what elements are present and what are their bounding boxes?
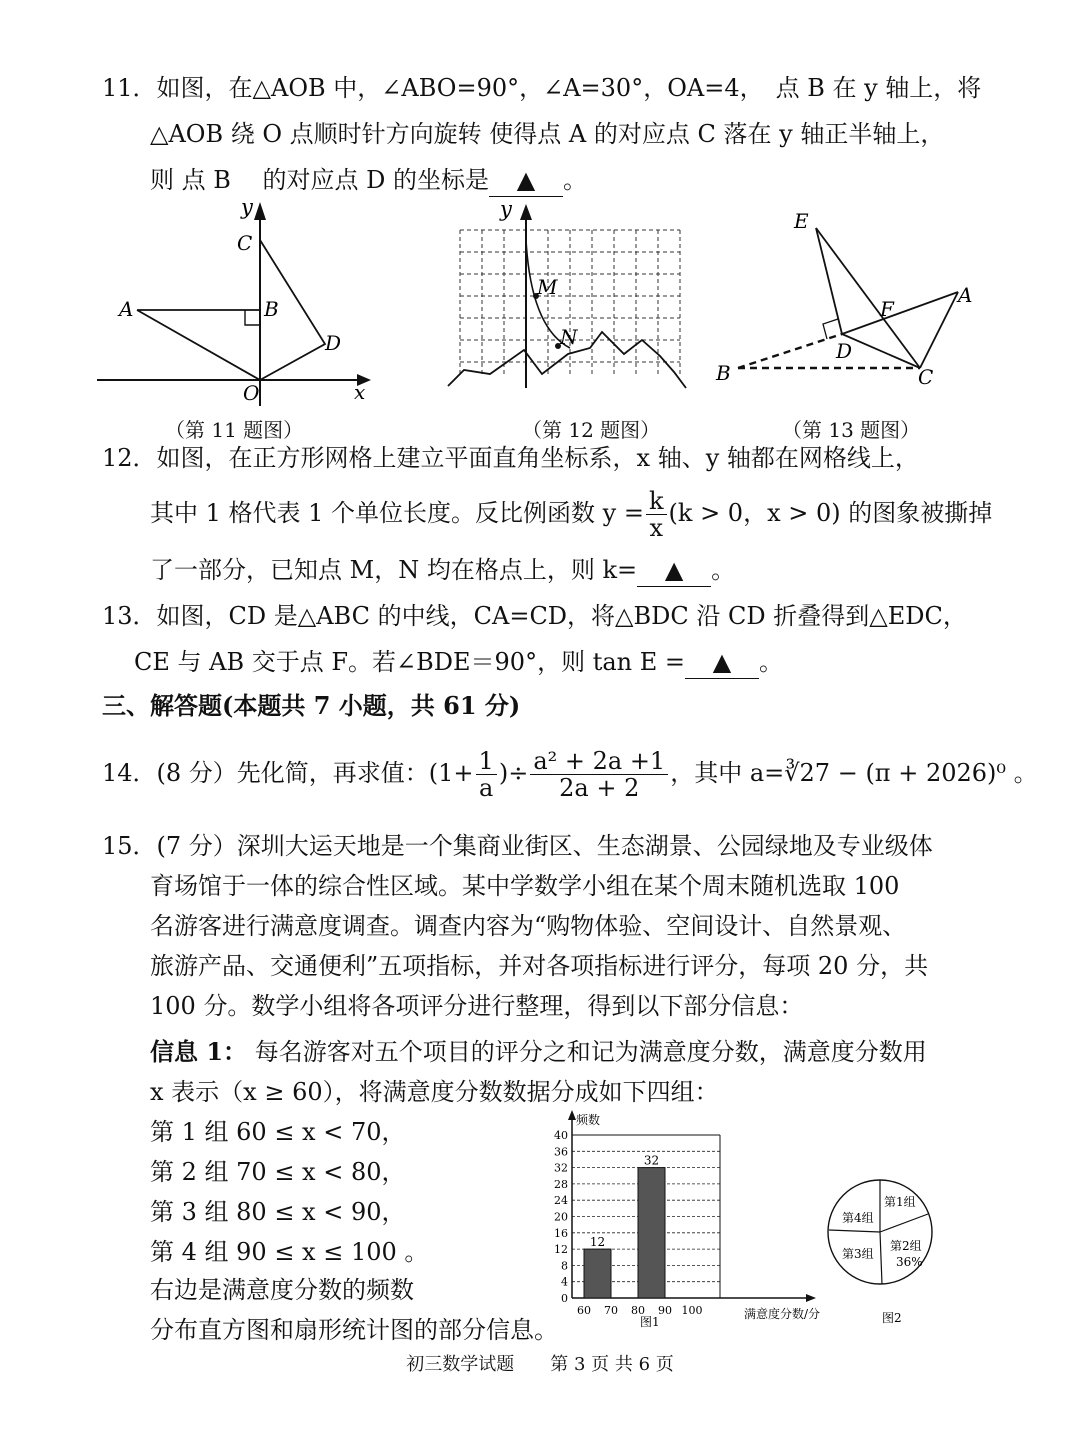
q12-frac-num: k	[646, 488, 667, 515]
hist-ytick-label: 24	[554, 1194, 568, 1208]
fig13-label-a: A	[958, 283, 973, 307]
q11-line3	[150, 164, 587, 197]
pie-caption: 图2	[882, 1311, 902, 1325]
q14-frac1-den: a	[479, 774, 494, 802]
q15-info2: x 表示（x ≥ 60），将满意度分数数据分成如下四组：	[150, 1078, 719, 1106]
fig11-label-o: O	[243, 381, 260, 405]
q14-frac1-num: 1	[476, 748, 497, 775]
q15-info1	[150, 1036, 927, 1068]
figure-13	[708, 198, 988, 408]
q13-answer-blank: ▲	[685, 646, 759, 679]
q14-line	[102, 744, 1038, 802]
q12-line2	[150, 486, 992, 541]
hist-bar	[584, 1249, 611, 1298]
q15-line3: 名游客进行满意度调查。调查内容为“购物体验、空间设计、自然景观、	[150, 912, 907, 940]
fig12-label-y: y	[500, 198, 512, 221]
q11-line3-end: 。	[563, 166, 588, 194]
q15-info1-text: 每名游客对五个项目的评分之和记为满意度分数，满意度分数用	[247, 1038, 927, 1066]
q14-frac2-den: 2a + 2	[559, 774, 640, 802]
figure-12	[442, 198, 692, 408]
hist-ytick-label: 40	[554, 1129, 568, 1142]
fig13-caption: （第 13 题图）	[782, 418, 921, 442]
q11-line1: 11．如图，在△AOB 中，∠ABO=90°，∠A=30°，OA=4， 点 B 在 y 轴上，将	[102, 74, 982, 102]
q11-answer-blank: ▲	[489, 164, 563, 197]
hist-ytick-label: 12	[554, 1243, 568, 1257]
fig11-label-d: D	[325, 331, 342, 355]
hist-caption: 图1	[640, 1315, 660, 1329]
fig11-label-y: y	[241, 198, 253, 219]
pie-slice-4-label: 第4组	[842, 1211, 874, 1225]
hist-bar-label: 12	[589, 1235, 606, 1250]
hist-bar-label: 32	[643, 1153, 660, 1168]
q15-line1: 15．(7 分）深圳大运天地是一个集商业街区、生态湖景、公园绿地及专业级体	[102, 832, 933, 860]
q14-fraction-2	[530, 748, 668, 801]
q12-frac-den: x	[649, 514, 664, 542]
pie-slice-2-pct: 36%	[896, 1255, 923, 1269]
fig12-label-n: N	[560, 325, 578, 349]
q12-line1: 12．如图，在正方形网格上建立平面直角坐标系，x 轴、y 轴都在网格线上，	[102, 444, 919, 472]
fig13-label-c: C	[918, 365, 934, 389]
fig13-label-d: D	[836, 339, 853, 363]
q14-frac2-num: a² + 2a +1	[530, 748, 668, 775]
q15-info-label: 信息 1：	[150, 1037, 248, 1066]
q11-line3-text: 则 点 B 的对应点 D 的坐标是	[150, 166, 490, 194]
pie-slice-2-label: 第2组	[890, 1239, 922, 1253]
hist-xtick-label: 90	[658, 1304, 672, 1317]
q12-line3-end: 。	[711, 556, 736, 584]
q14-text-mid: )÷	[498, 759, 529, 787]
fig11-label-x: x	[354, 380, 366, 404]
pie-slice-1-label: 第1组	[884, 1195, 916, 1209]
page-footer: 初三数学试题 第 3 页 共 6 页	[406, 1354, 674, 1375]
hist-ylabel: 频数	[576, 1113, 601, 1127]
hist-xtick-label: 70	[604, 1304, 618, 1317]
q14-text-pre: 14．(8 分）先化简，再求值：(1+	[102, 759, 474, 787]
fig13-label-e: E	[794, 209, 809, 233]
q15-line2: 育场馆于一体的综合性区域。某中学数学小组在某个周末随机选取 100	[150, 872, 900, 900]
q15-tail2: 分布直方图和扇形统计图的部分信息。	[150, 1316, 558, 1344]
q12-line2-end: (k > 0，x > 0) 的图象被撕掉	[668, 499, 993, 527]
q15-group3: 第 3 组 80 ≤ x < 90，	[150, 1198, 406, 1226]
hist-xtick-label: 100	[681, 1304, 703, 1317]
q15-group2: 第 2 组 70 ≤ x < 80，	[150, 1158, 406, 1186]
hist-ytick-label: 16	[554, 1226, 568, 1240]
section-3-heading: 三、解答题(本题共 7 小题，共 61 分)	[102, 691, 521, 720]
q13-line2-end: 。	[759, 648, 783, 676]
hist-xtick-label: 60	[577, 1304, 591, 1317]
q14-fraction-1	[476, 748, 497, 801]
q14-text-post: ，其中 a=∛27 − (π + 2026)⁰ 。	[670, 759, 1038, 787]
hist-ytick-label: 36	[554, 1145, 568, 1159]
q13-line2	[134, 646, 783, 679]
fig11-caption: （第 11 题图）	[165, 418, 304, 442]
fig11-label-a: A	[119, 297, 134, 321]
q12-line3-text: 了一部分，已知点 M，N 均在格点上，则 k=	[150, 556, 638, 584]
q15-tail1: 右边是满意度分数的频数	[150, 1276, 414, 1304]
pie-slice-3-label: 第3组	[842, 1247, 874, 1261]
hist-ytick-label: 4	[561, 1275, 568, 1289]
q13-line1: 13．如图，CD 是△ABC 的中线，CA=CD，将△BDC 沿 CD 折叠得到△EDC，	[102, 602, 967, 630]
q12-line3	[150, 554, 735, 587]
hist-bar	[638, 1168, 665, 1298]
q12-answer-blank: ▲	[637, 554, 711, 587]
fig11-label-b: B	[264, 297, 279, 321]
q15-group1: 第 1 组 60 ≤ x < 70，	[150, 1118, 406, 1146]
fig11-label-c: C	[237, 231, 253, 255]
q12-line2-text: 其中 1 格代表 1 个单位长度。反比例函数 y =	[150, 499, 644, 527]
hist-xlabel: 满意度分数/分	[744, 1307, 821, 1321]
fig12-caption: （第 12 题图）	[522, 418, 661, 442]
histogram	[540, 1108, 830, 1330]
pie-chart	[824, 1170, 944, 1330]
fig13-label-f: F	[880, 297, 894, 321]
fig13-label-b: B	[716, 361, 731, 385]
q11-line2: △AOB 绕 O 点顺时针方向旋转 使得点 A 的对应点 C 落在 y 轴正半轴上，	[150, 120, 945, 148]
hist-ytick-label: 28	[554, 1177, 568, 1191]
figure-11	[95, 198, 375, 408]
q12-fraction	[646, 488, 667, 541]
hist-ytick-label: 8	[561, 1259, 568, 1273]
q15-group4: 第 4 组 90 ≤ x ≤ 100 。	[150, 1238, 429, 1266]
q13-line2-text: CE 与 AB 交于点 F。若∠BDE＝90°，则 tan E =	[134, 648, 685, 676]
hist-ytick-label: 32	[554, 1161, 568, 1175]
q15-line5: 100 分。数学小组将各项评分进行整理，得到以下部分信息：	[150, 992, 804, 1020]
q15-line4: 旅游产品、交通便利”五项指标，并对各项指标进行评分，每项 20 分，共	[150, 952, 929, 980]
hist-xtick-label: 80	[631, 1304, 645, 1317]
hist-ytick-label: 20	[554, 1210, 568, 1224]
fig12-label-m: M	[537, 275, 558, 299]
hist-ytick-label: 0	[561, 1292, 568, 1305]
